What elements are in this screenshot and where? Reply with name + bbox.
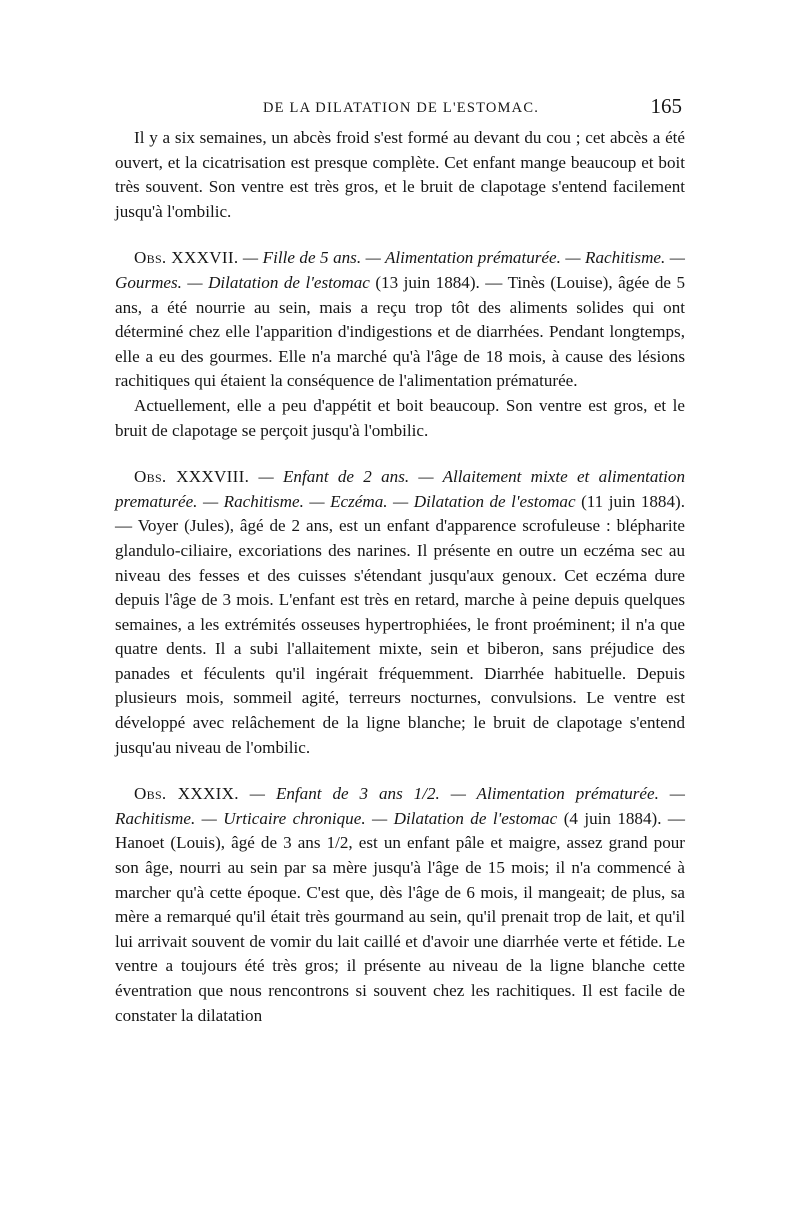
observation-label: Obs. XXXIX. — [134, 784, 239, 804]
observation-heading: — Enfant de 2 ans. — Allaitement mixte et alimentation prematurée. — Rachitisme. — Eczéma. — Dilatation de l'estomac — [115, 467, 686, 511]
observation-body: Voyer (Jules), âgé de 2 ans, est un enfant d'apparence scrofuleuse : blépharite glandulo-ciliaire, excoriations des narines. Il présente en outre un eczéma sec au niveau des fesses et des cuisses s'étendant jusqu'aux genoux. Cet eczéma dure depuis l'âge de 3 mois. L'enfant est très en retard, marche à peine depuis quelques semaines, a les extrémités osseuses hypertrophiées, le front proéminent; il n'a que quatre dents. Il a subi l'allaitement mixte, sein et biberon, sans préjudice des panades et féculents qu'il ingérait fréquemment. Diarrhée habituelle. Depuis plusieurs mois, sommeil agité, terreurs nocturnes, convulsions. Le ventre est développé avec relâchement de la ligne blanche; le bruit de clapotage s'entend jusqu'au niveau de l'ombilic. — [115, 516, 686, 757]
running-header — [115, 92, 685, 126]
observation-heading: — Fille de 5 ans. — Alimentation prématurée. — Rachitisme. — Gourmes. — Dilatation de l'estomac — [115, 248, 685, 292]
observation-37 — [115, 246, 685, 394]
observation-39 — [115, 782, 685, 1028]
observation-label: Obs. XXXVII. — [134, 248, 239, 268]
observation-date: (13 juin 1884). — — [375, 272, 508, 292]
observation-heading: — Enfant de 3 ans 1/2. — Alimentation prématurée. — Rachitisme. — Urticaire chronique. — Dilatation de l'estomac — [115, 784, 685, 828]
observation-body: Tinès (Louise), âgée de 5 ans, a été nourrie au sein, mais a reçu trop tôt des aliments solides qui ont déterminé chez elle l'apparition d'indigestions et de diarrhées. Pendant longtemps, elle a eu des gourmes. Elle n'a marché qu'à l'âge de 18 mois, à cause des lésions rachitiques qui étaient la conséquence de l'alimentation prématurée. — [115, 272, 685, 391]
paragraph-continuation: Il y a six semaines, un abcès froid s'est formé au devant du cou ; cet abcès a été ouvert, et la cicatrisation est presque complète. Cet enfant mange beaucoup et boit très souvent. Son ventre est très gros, et le bruit de clapotage s'entend facilement jusqu'à l'ombilic. — [115, 128, 685, 221]
observation-label: Obs. XXXVIII. — [134, 467, 250, 487]
page-number: 165 — [650, 94, 682, 118]
observation-date: (4 juin 1884). — — [563, 808, 685, 828]
book-page — [115, 92, 685, 1028]
observation-body: Hanoet (Louis), âgé de 3 ans 1/2, est un enfant pâle et maigre, assez grand pour son âge, nourri au sein par sa mère jusqu'à l'âge de 15 mois; il n'a commencé à marcher qu'à cette époque. C'est que, dès l'âge de 6 mois, il mangeait; de plus, sa mère a remarqué qu'il était très gourmand au sein, qu'il prenait trop de lait, et qu'il lui arrivait souvent de vomir du lait caillé et d'avoir une diarrhée verte et fétide. Le ventre a toujours été très gros; il présente au niveau de la ligne blanche cette éventration que nous rencontrons si souvent chez les rachitiques. Il est facile de constater la dilatation — [115, 833, 685, 1025]
observation-37-continued: Actuellement, elle a peu d'appétit et boit beaucoup. Son ventre est gros, et le bruit de clapotage se perçoit jusqu'à l'ombilic. — [115, 395, 685, 440]
observation-38 — [115, 465, 685, 760]
running-title: DE LA DILATATION DE L'ESTOMAC. — [263, 100, 540, 116]
observation-date: (11 juin 1884). — — [115, 491, 685, 536]
